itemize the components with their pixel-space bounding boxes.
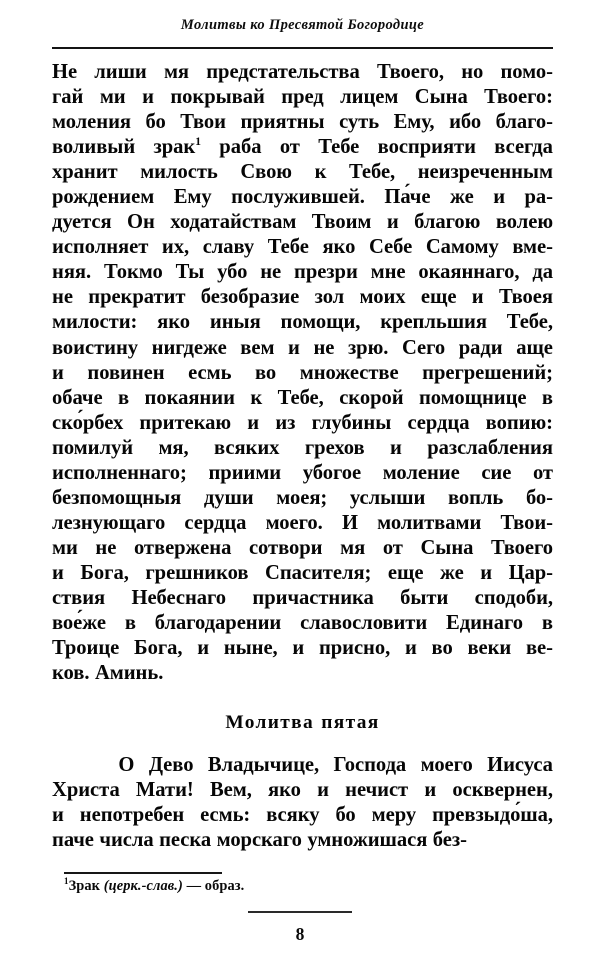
word: и	[471, 286, 484, 309]
word: меру	[371, 804, 417, 827]
word: же	[449, 186, 474, 209]
word: моление	[382, 461, 460, 484]
word: вме-	[512, 236, 553, 259]
word: бо	[145, 111, 166, 134]
word: помо-	[500, 61, 553, 83]
word: и	[197, 637, 210, 660]
text-line	[52, 60, 553, 85]
footnote-block	[52, 872, 553, 895]
text-line: паче числа песка морскаго умножишася без-	[52, 829, 467, 852]
text-line	[52, 611, 553, 636]
word: сие	[481, 461, 512, 484]
word: мя	[340, 536, 366, 559]
word: убо	[217, 261, 248, 284]
word: няя.	[52, 261, 92, 284]
paragraph-prayer-five	[52, 753, 553, 853]
text-line	[52, 85, 553, 110]
header-rule	[52, 47, 553, 49]
word: причастника	[252, 586, 374, 609]
word: Спасителя;	[265, 561, 372, 584]
word: ныне,	[223, 637, 278, 660]
word: гай	[52, 86, 84, 109]
word: ско́рбех	[52, 411, 124, 434]
word: яко	[268, 779, 301, 802]
text-line	[52, 436, 553, 461]
text-line	[52, 235, 553, 260]
word: лезнующаго	[52, 511, 166, 534]
word: прегрешений;	[422, 361, 553, 384]
text-line	[52, 461, 553, 486]
footnote-marker: 1	[195, 136, 201, 149]
word: Себе	[368, 236, 413, 259]
word: не	[260, 261, 282, 284]
word: еще	[420, 286, 457, 309]
word: Тебе,	[506, 311, 553, 334]
text-line	[52, 386, 553, 411]
text-line: ков. Аминь.	[52, 662, 164, 685]
spacer-after-title	[52, 734, 553, 753]
folio-rule	[248, 911, 352, 913]
word: в	[541, 386, 553, 409]
paragraph-prayer-four	[52, 60, 553, 686]
word: моего	[420, 754, 473, 777]
word: волею	[495, 211, 553, 234]
word: и	[404, 637, 417, 660]
word: милости:	[52, 311, 138, 334]
word: сердца	[407, 411, 470, 434]
word: помилуй	[52, 436, 134, 459]
word: Троице	[52, 637, 120, 660]
word: безобразие	[200, 286, 300, 309]
word: скорой	[339, 386, 404, 409]
text-line	[52, 210, 553, 235]
word: безпомощныя	[52, 486, 182, 509]
text-line	[52, 260, 553, 285]
page-body	[52, 60, 553, 853]
word: яко	[322, 236, 356, 259]
text-line	[52, 336, 553, 361]
word: и	[389, 436, 402, 459]
word: не	[95, 536, 117, 559]
word: пред	[281, 86, 324, 109]
word: славу	[202, 236, 255, 259]
word: в	[541, 612, 553, 635]
word: бо-	[525, 486, 553, 509]
word: души	[203, 486, 254, 509]
word: из	[275, 411, 296, 434]
word: прекратит	[88, 286, 186, 309]
text-line	[52, 778, 553, 803]
word: есмь:	[200, 804, 251, 827]
word: иныя	[209, 311, 261, 334]
word: неизреченным	[417, 161, 553, 184]
word: Тебе	[267, 236, 309, 259]
word: презри	[294, 261, 358, 284]
word: разслабления	[427, 436, 553, 459]
word: вое́же	[52, 612, 106, 635]
word: Иисуса	[487, 754, 553, 777]
word: зол	[314, 286, 345, 309]
text-line	[52, 160, 553, 185]
spacer-before-title	[52, 686, 553, 712]
word: и	[247, 411, 260, 434]
word: и	[52, 561, 64, 584]
word: нечист	[345, 779, 409, 802]
word: Сына	[420, 536, 474, 559]
word: лицем	[340, 86, 399, 109]
word: послужившей.	[231, 186, 365, 209]
word: осквернен,	[452, 779, 553, 802]
word: и	[52, 804, 64, 827]
word: исполненнаго;	[52, 461, 187, 484]
word: веки	[467, 637, 512, 660]
word: зрак$^1$	[153, 136, 201, 159]
word: глубины	[311, 411, 392, 434]
word: мне	[370, 261, 406, 284]
word: Тебе	[318, 136, 360, 159]
word: Свою	[240, 161, 292, 184]
text-line	[52, 636, 553, 661]
text-line	[52, 185, 553, 210]
word: благо-	[495, 111, 553, 134]
word: еще	[387, 561, 424, 584]
word: Твоего,	[376, 61, 445, 83]
word: отвержена	[133, 536, 232, 559]
word: обаче	[52, 386, 103, 409]
word: Твои-	[500, 511, 553, 534]
word: да	[532, 261, 553, 284]
word: Ты	[175, 261, 205, 284]
word: Па́че	[384, 186, 431, 209]
word: яко	[157, 311, 191, 334]
word: быти	[400, 586, 449, 609]
word: воливый	[52, 136, 136, 159]
word: моего.	[265, 511, 323, 534]
text-line	[52, 110, 553, 135]
page-number: 8	[295, 924, 305, 944]
word: покрывай	[170, 86, 265, 109]
word: милость	[140, 161, 218, 184]
word: и	[317, 779, 329, 802]
word: Христа	[52, 779, 120, 802]
word: не	[313, 336, 335, 359]
word: моих	[359, 286, 406, 309]
word: и	[288, 336, 300, 359]
word: превзыдо́ша,	[432, 804, 553, 827]
word: в	[118, 386, 130, 409]
word: раба	[219, 136, 262, 159]
word: Сего	[401, 336, 446, 359]
word: славословити	[300, 612, 428, 635]
text-line	[52, 561, 553, 586]
word: во	[431, 637, 453, 660]
word: и	[493, 186, 506, 209]
word: ради	[458, 336, 503, 359]
text-line	[52, 285, 553, 310]
word: вопию:	[485, 411, 553, 434]
word: крепльшия	[380, 311, 487, 334]
word: вем	[240, 336, 275, 359]
word: мя,	[158, 436, 189, 459]
word: Твоим	[311, 211, 372, 234]
text-line	[52, 135, 553, 160]
word: исполняет	[52, 236, 149, 259]
text-line	[52, 753, 553, 778]
word: лиши	[94, 61, 147, 83]
word: моления	[52, 111, 131, 134]
word: ходатайствам	[170, 211, 297, 234]
word: ми	[52, 536, 78, 559]
word: дуется	[52, 211, 112, 234]
word: аще	[516, 336, 553, 359]
word: рождением	[52, 186, 155, 209]
word: ибо	[449, 111, 482, 134]
word: убогое	[302, 461, 362, 484]
word: же	[439, 561, 464, 584]
word: сподоби,	[474, 586, 553, 609]
word: Мати!	[135, 779, 194, 802]
word: грехов	[304, 436, 365, 459]
text-line	[52, 803, 553, 828]
word: Дево	[148, 754, 194, 777]
word: и	[52, 361, 64, 384]
word: Цар-	[508, 561, 553, 584]
word: от	[382, 536, 403, 559]
word: Тебе,	[348, 161, 396, 184]
word: от	[532, 461, 553, 484]
word: сотвори	[248, 536, 323, 559]
word: зрю.	[347, 336, 389, 359]
word: всяку	[266, 804, 320, 827]
word: Господа	[333, 754, 407, 777]
word: Единаго	[446, 612, 524, 635]
word: помощнице	[418, 386, 527, 409]
word: и	[142, 86, 154, 109]
word: в	[124, 612, 136, 635]
word: Твоея	[498, 286, 553, 309]
word: и	[292, 637, 305, 660]
prayer-title: Молитва пятая	[225, 712, 380, 734]
word: и	[480, 561, 493, 584]
word: Он	[127, 211, 155, 234]
word: суть	[339, 111, 380, 134]
word: ра-	[524, 186, 553, 209]
word: к	[250, 386, 263, 409]
word: восприяти	[377, 136, 476, 159]
word: покаянии	[144, 386, 235, 409]
footnote-marker: 1	[64, 876, 69, 887]
word: ми	[99, 86, 126, 109]
word: благодарении	[154, 612, 282, 635]
text-line	[52, 536, 553, 561]
word: есмь	[188, 361, 232, 384]
word: ве-	[525, 637, 553, 660]
text-line	[52, 361, 553, 386]
word: притекаю	[139, 411, 232, 434]
word: Тебе,	[277, 386, 324, 409]
word: Вем,	[209, 779, 252, 802]
word: их,	[161, 236, 190, 259]
word: сердца	[184, 511, 247, 534]
word: но	[461, 61, 484, 83]
word: повинен	[87, 361, 165, 384]
word: и	[386, 211, 399, 234]
text-line	[52, 511, 553, 536]
footnote-separator	[64, 872, 222, 874]
word: непотребен	[79, 804, 185, 827]
footnote-text: $^1$Зрак (церк.-слав.) — образ.	[64, 876, 245, 894]
word: Ему,	[393, 111, 435, 134]
indent-spacer	[78, 753, 104, 778]
running-head: Молитвы ко Пресвятой Богородице	[180, 17, 425, 33]
text-line	[52, 310, 553, 335]
word: всегда	[494, 136, 553, 159]
word: моея;	[276, 486, 328, 509]
word: Бога,	[134, 637, 183, 660]
word: бо	[335, 804, 356, 827]
word: вопль	[447, 486, 504, 509]
word: услыши	[349, 486, 426, 509]
text-line	[52, 586, 553, 611]
word: всяких	[214, 436, 280, 459]
word: окаяннаго,	[418, 261, 520, 284]
word: О	[118, 754, 135, 777]
word: Владычице,	[207, 754, 320, 777]
word: Твои	[180, 111, 226, 134]
word: множестве	[299, 361, 399, 384]
word: Твоего	[491, 536, 553, 559]
footnote-qualifier: (церк.-слав.)	[103, 878, 183, 894]
word: от	[279, 136, 300, 159]
word: Не	[52, 61, 78, 83]
word: Бога,	[80, 561, 129, 584]
word: приятны	[240, 111, 325, 134]
word: молитвами	[377, 511, 482, 534]
word: грешников	[145, 561, 249, 584]
word: и	[424, 779, 437, 802]
word: воистину	[52, 336, 139, 359]
word: помощи,	[280, 311, 361, 334]
text-line	[52, 411, 553, 436]
word: Твоего:	[484, 86, 553, 109]
word: предстательства	[206, 61, 360, 83]
word: во	[255, 361, 277, 384]
word: Небеснаго	[131, 586, 227, 609]
word: присно,	[318, 637, 391, 660]
word: мя	[163, 61, 190, 83]
word: Самому	[425, 236, 499, 259]
word: приими	[208, 461, 282, 484]
word: нигдеже	[151, 336, 227, 359]
word: Ему	[173, 186, 212, 209]
word: Сына	[414, 86, 468, 109]
word: ствия	[52, 586, 106, 609]
word: Токмо	[103, 261, 163, 284]
word: не	[52, 286, 73, 309]
word: И	[341, 511, 358, 534]
word: к	[314, 161, 327, 184]
text-line	[52, 486, 553, 511]
word: хранит	[52, 161, 118, 184]
word: благою	[414, 211, 481, 234]
